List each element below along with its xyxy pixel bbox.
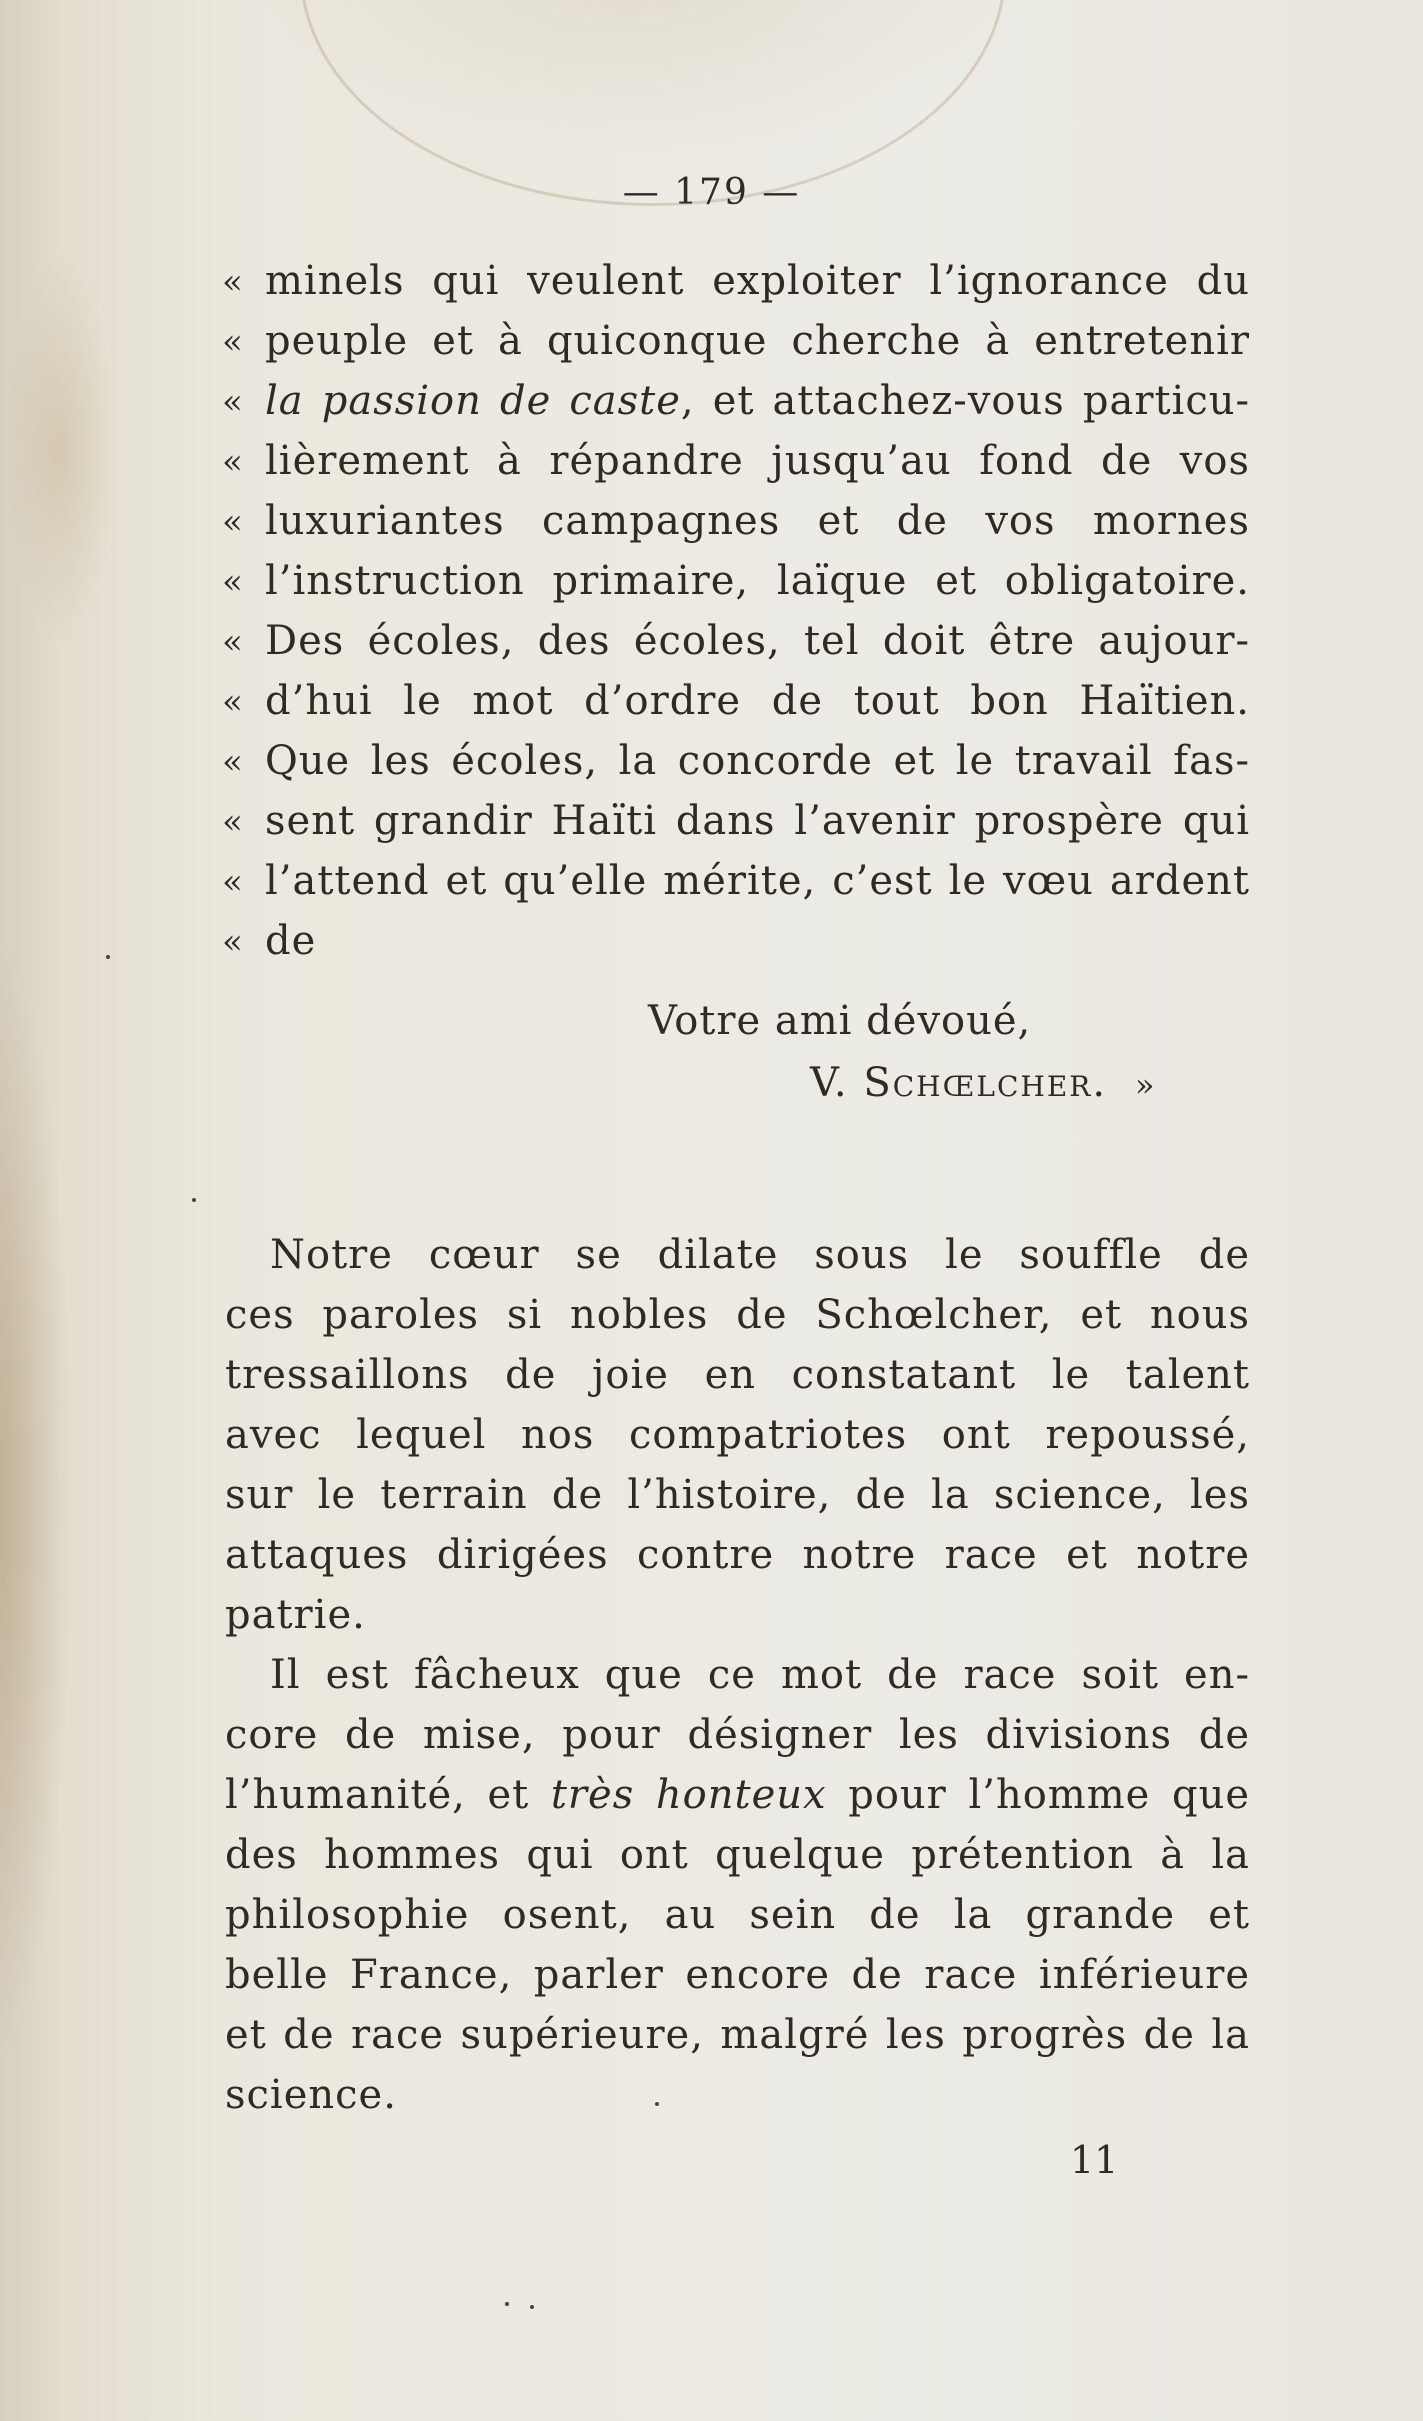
- quote-line-text: d’hui le mot d’ordre de tout bon Haïtien.: [265, 678, 1250, 724]
- quote-line-text: lièrement à répandre jusqu’au fond de vos: [265, 438, 1250, 484]
- quote-line-text: l’instruction primaire, laïque et obligatoire.: [265, 558, 1250, 604]
- quote-mark: «: [222, 442, 243, 482]
- quote-line: [265, 558, 1250, 604]
- quote-mark: «: [222, 502, 243, 542]
- quote-mark: «: [222, 382, 243, 422]
- emphasis: très honteux: [550, 1772, 827, 1818]
- signature-name: V. Schœlcher.: [810, 1060, 1108, 1106]
- text-run: core de mise, pour désigner les divisions de: [225, 1712, 1250, 1758]
- quote-mark: «: [222, 802, 243, 842]
- paragraph-line: [225, 1885, 1250, 1945]
- letter-signature: [810, 1060, 1155, 1106]
- quote-line: [265, 678, 1250, 724]
- quote-line-text: de: [265, 918, 317, 964]
- quote-line: [265, 498, 1250, 544]
- text-run: pour l’homme que: [826, 1772, 1251, 1818]
- paper-speck: [192, 1198, 196, 1202]
- text-run: belle France, parler encore de race inférieure: [225, 1952, 1250, 1998]
- text-run: et de race supérieure, malgré les progrès de la: [225, 2012, 1250, 2058]
- quote-line-text: luxuriantes campagnes et de vos mornes: [265, 498, 1250, 544]
- emphasis: la passion de caste: [265, 378, 681, 424]
- quote-line: [265, 738, 1250, 784]
- quote-line: [265, 258, 1250, 304]
- quote-line-text: , et attachez-vous particu-: [680, 378, 1251, 424]
- quote-line-text: minels qui veulent exploiter l’ignorance du: [265, 258, 1250, 304]
- paragraph-line: [225, 1645, 1250, 1705]
- quote-mark: «: [222, 922, 243, 962]
- quote-mark: «: [222, 862, 243, 902]
- paper-speck: [505, 2302, 509, 2306]
- paragraph-line: attaques dirigées contre notre race et notre: [225, 1532, 1250, 1578]
- paragraph-line: [225, 2005, 1250, 2065]
- quote-line: [265, 858, 1250, 904]
- paragraph-line: patrie.: [225, 1592, 366, 1638]
- text-run: l’humanité, et: [225, 1772, 551, 1818]
- paragraph-line: [225, 1765, 1250, 1825]
- quote-mark: «: [222, 622, 243, 662]
- quote-mark: «: [222, 322, 243, 362]
- paragraph-line: ces paroles si nobles de Schœlcher, et nous: [225, 1292, 1250, 1338]
- paragraph-line: Notre cœur se dilate sous le souffle de: [270, 1232, 1250, 1278]
- paragraph-line: [225, 1705, 1250, 1765]
- paragraph-line: sur le terrain de l’histoire, de la science, les: [225, 1472, 1250, 1518]
- quote-line: [265, 918, 316, 964]
- paragraph-line: [225, 1825, 1250, 1885]
- paper-speck: [655, 2102, 659, 2106]
- closing-quote-mark: »: [1134, 1066, 1156, 1104]
- quote-line: [265, 438, 1250, 484]
- paragraph-line: [225, 1945, 1250, 2005]
- quote-line-text: l’attend et qu’elle mérite, c’est le vœu ardent: [265, 858, 1250, 904]
- quote-line-text: Que les écoles, la concorde et le travail fas-: [265, 738, 1250, 784]
- quote-mark: «: [222, 742, 243, 782]
- paper-speck: [106, 955, 110, 959]
- quote-mark: «: [222, 262, 243, 302]
- paragraph-1: [225, 1225, 1250, 1645]
- sheet-signature-number: 11: [1070, 2138, 1119, 2182]
- quote-line: [265, 618, 1250, 664]
- quote-line: [265, 798, 1250, 844]
- paragraph-line: avec lequel nos compatriotes ont repoussé,: [225, 1412, 1250, 1458]
- text-run: des hommes qui ont quelque prétention à la: [225, 1832, 1250, 1878]
- quote-line-text: peuple et à quiconque cherche à entretenir: [265, 318, 1250, 364]
- quote-line: [265, 378, 1250, 424]
- quote-line-text: Des écoles, des écoles, tel doit être aujour-: [265, 618, 1250, 664]
- quote-mark: «: [222, 682, 243, 722]
- paragraph-line: tressaillons de joie en constatant le talent: [225, 1352, 1250, 1398]
- text-run: Il est fâcheux que ce mot de race soit en-: [270, 1652, 1250, 1698]
- text-run: philosophie osent, au sein de la grande et: [225, 1892, 1250, 1938]
- quote-mark: «: [222, 562, 243, 602]
- page-folio: — 179 —: [622, 172, 801, 213]
- quote-line-text: sent grandir Haïti dans l’avenir prospère qui: [265, 798, 1250, 844]
- paragraph-line: [225, 2065, 1250, 2125]
- paragraph-2: [225, 1645, 1250, 2125]
- letter-closing: Votre ami dévoué,: [648, 998, 1032, 1044]
- text-run: science.: [225, 2072, 397, 2118]
- quote-line: [265, 318, 1250, 364]
- paper-speck: [530, 2305, 534, 2309]
